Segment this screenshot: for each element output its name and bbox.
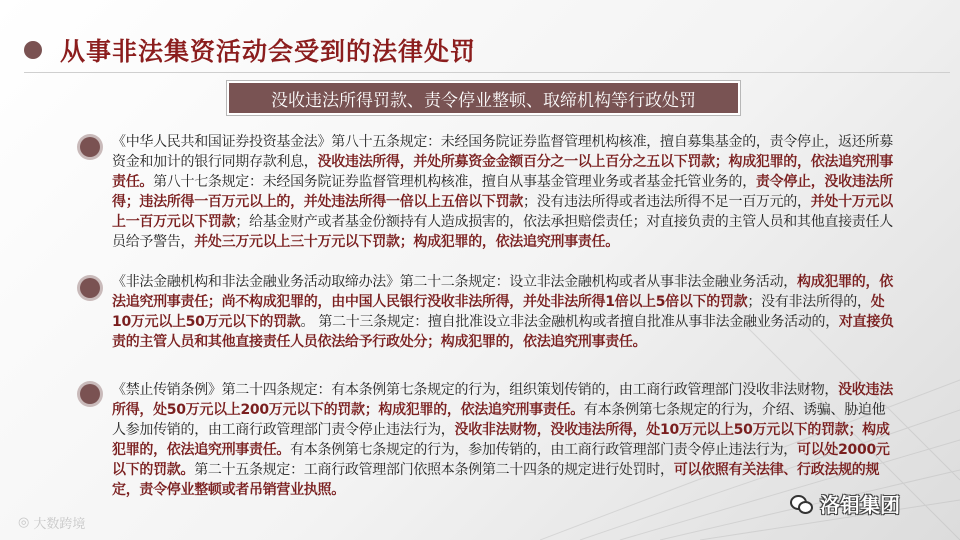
highlighted-text: 可以处2000元以下的罚款。: [112, 442, 890, 478]
body-text: ；给基金财产或者基金份额持有人造成损害的，依法承担赔偿责任；对直接负责的主管人员和其他直接责任人员给予警告，: [112, 214, 893, 250]
highlighted-text: 没收非法财物，没收违法所得，处10万元以上50万元以下的罚款；构成犯罪的，依法追究刑事责任。: [112, 422, 890, 458]
highlighted-text: 并处十万元以上一百万元以下罚款: [112, 194, 893, 230]
highlighted-text: 可以依照有关法律、行政法规的规定，责令停业整顿或者吊销营业执照。: [112, 462, 880, 498]
highlighted-text: 对直接负责的主管人员和其他直接责任人员依法给予行政处分；构成犯罪的，依法追究刑事责任。: [112, 314, 894, 350]
highlighted-text: 构成犯罪的，依法追究刑事责任；尚不构成犯罪的，由中国人民银行没收非法所得，并处非法所得1倍以上5倍以下的罚款: [112, 274, 893, 310]
watermark-left: [18, 513, 85, 532]
bullet-icon: [80, 384, 100, 404]
highlighted-text: 并处三万元以上三十万元以下罚款；构成犯罪的，依法追究刑事责任。: [194, 234, 619, 250]
watermark-right: [790, 489, 900, 518]
wechat-icon: [790, 495, 812, 513]
body-text: 。 第二十三条规定：擅自批准设立非法金融机构或者擅自批准从事非法金融业务活动的，: [300, 314, 839, 330]
body-text: 第二十五条规定：工商行政管理部门依照本条例第二十四条的规定进行处罚时，: [194, 462, 674, 478]
body-text: 《非法金融机构和非法金融业务活动取缔办法》第二十二条规定：设立非法金融机构或者从事非法金融业务活动，: [112, 274, 797, 290]
highlighted-text: 处10万元以上50万元以下的罚款: [112, 294, 885, 330]
body-text: 《禁止传销条例》第二十四条规定：有本条例第七条规定的行为，组织策划传销的，由工商行政管理部门没收非法财物，: [112, 382, 839, 398]
highlighted-text: 责令停止，没收违法所得；违法所得一百万元以上的，并处违法所得一倍以上五倍以下罚款: [112, 174, 893, 210]
double-circle-logo-icon: ◎: [18, 515, 30, 530]
watermark-right-text: 洛钼集团: [820, 493, 900, 517]
paragraph-illegal-finance-measures: [112, 272, 898, 352]
title-row: [24, 32, 476, 68]
paragraph-pyramid-selling-regulation: [112, 380, 898, 500]
subtitle-banner: 没收违法所得罚款、责令停业整顿、取缔机构等行政处罚: [227, 81, 740, 115]
body-text: 第八十七条规定：未经国务院证券监督管理机构核准，擅自从事基金管理业务或者基金托管业务的，: [153, 174, 756, 190]
slide-title: 从事非法集资活动会受到的法律处罚: [60, 37, 477, 66]
paragraph-securities-fund-law: [112, 132, 898, 252]
body-text: 《中华人民共和国证券投资基金法》第八十五条规定：未经国务院证券监督管理机构核准，擅自募集基金的，责令停止，返还所募资金和加计的银行同期存款利息，: [112, 134, 893, 170]
bullet-icon: [80, 278, 100, 298]
highlighted-text: 没收违法所得，并处所募资金金额百分之一以上百分之五以下罚款；构成犯罪的，依法追究刑事责任。: [112, 154, 893, 190]
title-divider: [24, 72, 950, 73]
bullet-icon: [80, 137, 100, 157]
body-text: ；没有非法所得的，: [747, 294, 871, 310]
body-text: ；没有违法所得或者违法所得不足一百万元的，: [523, 194, 811, 210]
highlighted-text: 没收违法所得，处50万元以上200万元以下的罚款；构成犯罪的，依法追究刑事责任。: [112, 382, 893, 418]
title-bullet-icon: [24, 41, 42, 59]
watermark-left-text: 大数跨境: [33, 517, 86, 532]
body-text: 有本条例第七条规定的行为，参加传销的，由工商行政管理部门责令停止违法行为，: [290, 442, 798, 458]
body-text: 有本条例第七条规定的行为，介绍、诱骗、胁迫他人参加传销的，由工商行政管理部门责令停止违法行为，: [112, 402, 886, 438]
